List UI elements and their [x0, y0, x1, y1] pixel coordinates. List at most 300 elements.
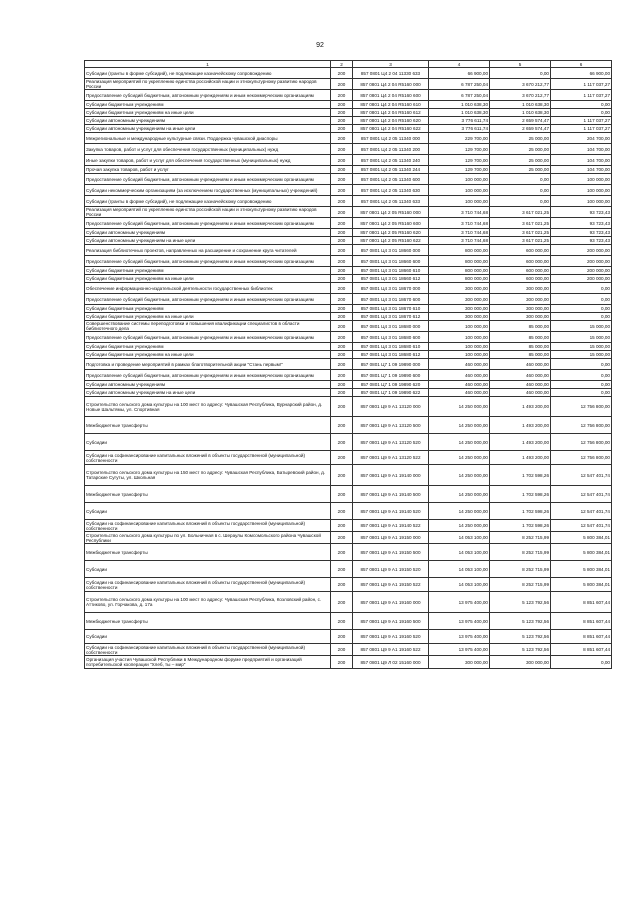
row-classifier-cell: 857 0801 Ц4 3 01 18670 600	[353, 294, 429, 305]
row-name-cell: Субсидии	[85, 630, 331, 644]
row-name-cell: Межбюджетные трансферты	[85, 486, 331, 503]
row-classifier-cell: 857 0801 Ц9 9 А1 19160 522	[353, 644, 429, 656]
row-amount-total-cell: 100 000,00	[429, 351, 490, 359]
row-name-cell: Субсидии бюджетным учреждениям на иные цели	[85, 275, 331, 283]
table-row	[85, 245, 612, 256]
row-name-cell: Субсидии автономным учреждениям	[85, 381, 331, 389]
row-amount-total-cell: 129 700,00	[429, 155, 490, 166]
row-amount-republic-cell: 8 851 607,44	[551, 592, 612, 613]
row-amount-total-cell: 100 000,00	[429, 332, 490, 343]
row-amount-federal-cell: 300 000,00	[490, 305, 551, 313]
row-amount-federal-cell: 3 617 021,25	[490, 229, 551, 237]
row-amount-federal-cell: 25 000,00	[490, 133, 551, 144]
row-code-cell: 200	[331, 125, 353, 133]
row-classifier-cell: 857 0801 Ц9 9 А1 13120 000	[353, 397, 429, 417]
row-code-cell: 200	[331, 256, 353, 267]
table-row	[85, 196, 612, 207]
row-amount-republic-cell: 200 000,00	[551, 245, 612, 256]
row-amount-federal-cell: 300 000,00	[490, 283, 551, 294]
row-amount-total-cell: 100 000,00	[429, 174, 490, 185]
row-amount-republic-cell: 104 700,00	[551, 155, 612, 166]
table-row	[85, 90, 612, 101]
row-amount-total-cell: 14 250 000,00	[429, 520, 490, 532]
row-code-cell: 200	[331, 229, 353, 237]
row-name-cell: Строительство сельского дома культуры на 150 мест по адресу: Чувашская Республика, Батыревский район, д. Татарские Сугуты, ул. Школьная	[85, 465, 331, 486]
row-code-cell: 200	[331, 389, 353, 397]
row-amount-federal-cell: 0,00	[490, 174, 551, 185]
row-amount-republic-cell: 15 000,00	[551, 321, 612, 332]
row-amount-republic-cell: 0,00	[551, 109, 612, 117]
row-classifier-cell: 857 0801 Ц4 3 01 18670 610	[353, 305, 429, 313]
row-classifier-cell: 857 0801 Ц9 9 А1 19140 000	[353, 465, 429, 486]
row-amount-total-cell: 300 000,00	[429, 656, 490, 669]
row-amount-republic-cell: 100 000,00	[551, 174, 612, 185]
row-amount-total-cell: 3 710 744,68	[429, 207, 490, 218]
row-code-cell: 200	[331, 79, 353, 90]
row-amount-republic-cell: 93 723,43	[551, 218, 612, 229]
row-code-cell: 200	[331, 520, 353, 532]
row-classifier-cell: 857 0801 Ц9 9 А1 19160 000	[353, 592, 429, 613]
row-amount-republic-cell: 15 000,00	[551, 343, 612, 351]
row-amount-republic-cell: 5 800 384,01	[551, 578, 612, 592]
row-classifier-cell: 857 0801 Ц9 Л 02 15160 000	[353, 656, 429, 669]
row-amount-total-cell: 14 053 100,00	[429, 532, 490, 544]
row-code-cell: 200	[331, 544, 353, 561]
row-amount-total-cell: 14 250 000,00	[429, 434, 490, 451]
row-name-cell: Реализация мероприятий по укреплению единства российской нации и этнокультурному развитию народов России	[85, 79, 331, 90]
row-amount-federal-cell: 8 252 715,99	[490, 561, 551, 578]
row-amount-total-cell: 300 000,00	[429, 294, 490, 305]
table-row	[85, 207, 612, 218]
table-row	[85, 417, 612, 434]
row-amount-federal-cell: 0,00	[490, 196, 551, 207]
row-amount-total-cell: 1 010 638,30	[429, 101, 490, 109]
row-amount-total-cell: 800 000,00	[429, 256, 490, 267]
row-amount-republic-cell: 8 851 607,44	[551, 613, 612, 630]
row-amount-republic-cell: 0,00	[551, 359, 612, 370]
table-row	[85, 465, 612, 486]
row-classifier-cell: 857 0801 Ц9 9 А1 13120 520	[353, 434, 429, 451]
row-amount-federal-cell: 3 670 212,77	[490, 79, 551, 90]
row-classifier-cell: 857 0801 Ц9 9 А1 19160 520	[353, 630, 429, 644]
table-row	[85, 68, 612, 79]
row-amount-federal-cell: 5 123 792,56	[490, 630, 551, 644]
row-code-cell: 200	[331, 630, 353, 644]
row-classifier-cell: 857 0801 Ц4 2 05 11340 600	[353, 174, 429, 185]
row-classifier-cell: 857 0801 Ц4 2 04 11330 633	[353, 68, 429, 79]
column-header: 4	[429, 61, 490, 68]
row-amount-federal-cell: 25 000,00	[490, 144, 551, 155]
row-amount-federal-cell: 1 493 200,00	[490, 397, 551, 417]
row-amount-federal-cell: 460 000,00	[490, 389, 551, 397]
table-header-row	[85, 61, 612, 68]
row-amount-total-cell: 14 053 100,00	[429, 578, 490, 592]
row-amount-total-cell: 100 000,00	[429, 321, 490, 332]
column-header: 1	[85, 61, 331, 68]
table-row	[85, 656, 612, 669]
row-name-cell: Организация участия Чувашской Республики в Международном форуме предприятий и организаций потребительской кооперации "Хлеб, ты – мир"	[85, 656, 331, 669]
row-amount-federal-cell: 1 493 200,00	[490, 434, 551, 451]
row-classifier-cell: 857 0801 Ц4 2 04 R5160 000	[353, 79, 429, 90]
row-amount-federal-cell: 8 252 715,99	[490, 578, 551, 592]
row-name-cell: Субсидии на софинансирование капитальных вложений в объекты государственной (муниципальной) собственности	[85, 644, 331, 656]
row-amount-republic-cell: 93 723,43	[551, 207, 612, 218]
table-row	[85, 229, 612, 237]
table-row	[85, 520, 612, 532]
column-header: 3	[353, 61, 429, 68]
row-amount-federal-cell: 3 617 021,25	[490, 218, 551, 229]
row-classifier-cell: 857 0801 Ц9 9 А1 19150 500	[353, 544, 429, 561]
table-row	[85, 267, 612, 275]
row-name-cell: Предоставление субсидий бюджетным, автономным учреждениям и иным некоммерческим организациям	[85, 370, 331, 381]
row-amount-total-cell: 460 000,00	[429, 389, 490, 397]
table-row	[85, 381, 612, 389]
table-row	[85, 613, 612, 630]
row-amount-republic-cell: 12 547 401,74	[551, 465, 612, 486]
row-amount-total-cell: 460 000,00	[429, 370, 490, 381]
row-amount-federal-cell: 1 010 638,30	[490, 101, 551, 109]
table-row	[85, 451, 612, 465]
row-amount-republic-cell: 0,00	[551, 389, 612, 397]
row-name-cell: Субсидии автономным учреждениям на иные цели	[85, 125, 331, 133]
row-amount-total-cell: 14 053 100,00	[429, 561, 490, 578]
row-amount-federal-cell: 460 000,00	[490, 359, 551, 370]
row-classifier-cell: 857 0801 Ц9 9 А1 19150 522	[353, 578, 429, 592]
row-code-cell: 200	[331, 267, 353, 275]
row-code-cell: 200	[331, 155, 353, 166]
table-row	[85, 155, 612, 166]
table-row	[85, 544, 612, 561]
row-code-cell: 200	[331, 109, 353, 117]
row-amount-republic-cell: 5 800 384,01	[551, 532, 612, 544]
table-row	[85, 592, 612, 613]
row-classifier-cell: 857 0801 Ц9 9 А1 19140 522	[353, 520, 429, 532]
row-amount-republic-cell: 8 851 607,44	[551, 630, 612, 644]
row-code-cell: 200	[331, 370, 353, 381]
row-amount-total-cell: 6 787 250,04	[429, 90, 490, 101]
row-amount-federal-cell: 8 252 715,99	[490, 532, 551, 544]
row-name-cell: Субсидии автономным учреждениям	[85, 229, 331, 237]
row-amount-republic-cell: 200 000,00	[551, 275, 612, 283]
row-amount-federal-cell: 2 659 574,47	[490, 125, 551, 133]
row-amount-total-cell: 300 000,00	[429, 305, 490, 313]
row-code-cell: 200	[331, 578, 353, 592]
row-amount-republic-cell: 1 117 037,27	[551, 117, 612, 125]
row-code-cell: 200	[331, 144, 353, 155]
row-amount-republic-cell: 1 117 037,27	[551, 79, 612, 90]
row-classifier-cell: 857 0801 Ц4 3 01 18680 610	[353, 343, 429, 351]
row-code-cell: 200	[331, 351, 353, 359]
row-amount-federal-cell: 0,00	[490, 68, 551, 79]
row-amount-federal-cell: 1 702 598,26	[490, 465, 551, 486]
row-amount-federal-cell: 3 617 021,25	[490, 237, 551, 245]
row-name-cell: Строительство сельского дома культуры на 100 мест по адресу: Чувашская Республика, Вурнарский район, д. Новые Шальтямы, ул. Спортивная	[85, 397, 331, 417]
row-amount-republic-cell: 12 756 800,00	[551, 434, 612, 451]
table-row	[85, 644, 612, 656]
row-amount-republic-cell: 8 851 607,44	[551, 644, 612, 656]
row-code-cell: 200	[331, 101, 353, 109]
table-row	[85, 397, 612, 417]
row-amount-total-cell: 3 710 744,68	[429, 218, 490, 229]
table-row	[85, 144, 612, 155]
row-amount-federal-cell: 300 000,00	[490, 656, 551, 669]
row-code-cell: 200	[331, 313, 353, 321]
row-classifier-cell: 857 0801 Ц4 3 01 18680 612	[353, 351, 429, 359]
table-row	[85, 166, 612, 174]
row-classifier-cell: 857 0801 Ц9 9 А1 19140 520	[353, 503, 429, 520]
row-code-cell: 200	[331, 465, 353, 486]
row-classifier-cell: 857 0801 Ц4 2 04 R5160 612	[353, 109, 429, 117]
row-code-cell: 200	[331, 237, 353, 245]
row-amount-total-cell: 800 000,00	[429, 267, 490, 275]
row-amount-republic-cell: 0,00	[551, 294, 612, 305]
row-amount-republic-cell: 0,00	[551, 305, 612, 313]
column-header: 6	[551, 61, 612, 68]
row-code-cell: 200	[331, 90, 353, 101]
row-amount-federal-cell: 600 000,00	[490, 256, 551, 267]
row-code-cell: 200	[331, 656, 353, 669]
row-name-cell: Реализация библиотечных проектов, направленных на расширение и сохранение круга читателей	[85, 245, 331, 256]
table-row	[85, 313, 612, 321]
row-amount-total-cell: 460 000,00	[429, 381, 490, 389]
table-row	[85, 503, 612, 520]
row-amount-federal-cell: 2 659 574,47	[490, 117, 551, 125]
row-classifier-cell: 857 0801 Ц4 2 05 11340 630	[353, 185, 429, 196]
table-row	[85, 133, 612, 144]
row-amount-total-cell: 1 010 638,30	[429, 109, 490, 117]
row-code-cell: 200	[331, 343, 353, 351]
row-classifier-cell: 857 0801 Ц4 3 01 18660 610	[353, 267, 429, 275]
row-amount-federal-cell: 600 000,00	[490, 275, 551, 283]
row-code-cell: 200	[331, 305, 353, 313]
row-amount-total-cell: 14 250 000,00	[429, 417, 490, 434]
row-amount-total-cell: 14 250 000,00	[429, 451, 490, 465]
row-amount-federal-cell: 460 000,00	[490, 370, 551, 381]
row-amount-republic-cell: 12 547 401,74	[551, 520, 612, 532]
row-amount-federal-cell: 3 670 212,77	[490, 90, 551, 101]
row-name-cell: Субсидии автономным учреждениям на иные цели	[85, 389, 331, 397]
row-amount-total-cell: 13 975 400,00	[429, 644, 490, 656]
row-amount-republic-cell: 100 000,00	[551, 196, 612, 207]
row-amount-total-cell: 13 975 400,00	[429, 630, 490, 644]
row-amount-total-cell: 300 000,00	[429, 313, 490, 321]
row-amount-federal-cell: 8 252 715,99	[490, 544, 551, 561]
row-classifier-cell: 857 0801 Ц4 3 01 18660 000	[353, 245, 429, 256]
table-row	[85, 109, 612, 117]
row-amount-total-cell: 3 710 744,68	[429, 229, 490, 237]
row-code-cell: 200	[331, 613, 353, 630]
row-amount-republic-cell: 5 800 384,01	[551, 561, 612, 578]
row-code-cell: 200	[331, 532, 353, 544]
table-row	[85, 275, 612, 283]
row-amount-federal-cell: 1 493 200,00	[490, 417, 551, 434]
row-amount-total-cell: 3 776 611,74	[429, 125, 490, 133]
row-name-cell: Совершенствование системы переподготовки и повышения квалификации специалистов в области библиотечного дела	[85, 321, 331, 332]
row-name-cell: Предоставление субсидий бюджетным, автономным учреждениям и иным некоммерческим организациям	[85, 294, 331, 305]
row-name-cell: Межбюджетные трансферты	[85, 613, 331, 630]
row-amount-federal-cell: 85 000,00	[490, 321, 551, 332]
table-row	[85, 256, 612, 267]
row-code-cell: 200	[331, 561, 353, 578]
row-classifier-cell: 857 0801 Ц4 2 05 R5160 620	[353, 229, 429, 237]
row-amount-republic-cell: 204 700,00	[551, 133, 612, 144]
row-name-cell: Обеспечение информационно-издательской деятельности государственных библиотек	[85, 283, 331, 294]
row-amount-republic-cell: 0,00	[551, 283, 612, 294]
row-amount-total-cell: 100 000,00	[429, 196, 490, 207]
table-row	[85, 434, 612, 451]
row-code-cell: 200	[331, 381, 353, 389]
row-amount-total-cell: 460 000,00	[429, 359, 490, 370]
row-amount-federal-cell: 85 000,00	[490, 332, 551, 343]
row-code-cell: 200	[331, 451, 353, 465]
row-amount-republic-cell: 66 900,00	[551, 68, 612, 79]
row-classifier-cell: 857 0801 Ц4 2 05 R5160 600	[353, 218, 429, 229]
row-amount-total-cell: 66 900,00	[429, 68, 490, 79]
row-name-cell: Предоставление субсидий бюджетным, автономным учреждениям и иным некоммерческим организациям	[85, 90, 331, 101]
row-name-cell: Субсидии	[85, 503, 331, 520]
table-row	[85, 174, 612, 185]
row-amount-total-cell: 100 000,00	[429, 343, 490, 351]
row-name-cell: Субсидии	[85, 561, 331, 578]
row-classifier-cell: 857 0801 Ц4 3 01 18670 612	[353, 313, 429, 321]
row-amount-republic-cell: 1 117 037,27	[551, 125, 612, 133]
table-row	[85, 359, 612, 370]
row-name-cell: Субсидии	[85, 434, 331, 451]
row-classifier-cell: 857 0801 Ц7 1 09 19890 622	[353, 389, 429, 397]
row-name-cell: Межбюджетные трансферты	[85, 417, 331, 434]
row-amount-federal-cell: 1 702 598,26	[490, 503, 551, 520]
row-amount-republic-cell: 12 547 401,74	[551, 486, 612, 503]
row-classifier-cell: 857 0801 Ц4 2 05 R5160 622	[353, 237, 429, 245]
row-classifier-cell: 857 0801 Ц4 3 01 18680 000	[353, 321, 429, 332]
row-classifier-cell: 857 0801 Ц9 9 А1 19150 520	[353, 561, 429, 578]
row-amount-total-cell: 229 700,00	[429, 133, 490, 144]
row-amount-republic-cell: 93 723,43	[551, 229, 612, 237]
row-code-cell: 200	[331, 294, 353, 305]
row-name-cell: Субсидии на софинансирование капитальных вложений в объекты государственной (муниципальной) собственности	[85, 578, 331, 592]
row-name-cell: Субсидии бюджетным учреждениям	[85, 305, 331, 313]
row-name-cell: Подготовка и проведение мероприятий в рамках благотворительной акции "Стань первым!"	[85, 359, 331, 370]
page-number: 92	[316, 42, 324, 49]
row-name-cell: Межбюджетные трансферты	[85, 544, 331, 561]
row-amount-federal-cell: 0,00	[490, 185, 551, 196]
row-amount-republic-cell: 0,00	[551, 656, 612, 669]
row-classifier-cell: 857 0801 Ц9 9 А1 19140 500	[353, 486, 429, 503]
row-name-cell: Предоставление субсидий бюджетным, автономным учреждениям и иным некоммерческим организациям	[85, 174, 331, 185]
row-classifier-cell: 857 0801 Ц7 1 09 19890 000	[353, 359, 429, 370]
row-amount-federal-cell: 25 000,00	[490, 155, 551, 166]
row-amount-total-cell: 129 700,00	[429, 166, 490, 174]
row-amount-total-cell: 800 000,00	[429, 275, 490, 283]
row-name-cell: Иные закупки товаров, работ и услуг для обеспечения государственных (муниципальных) нужд	[85, 155, 331, 166]
row-amount-total-cell: 14 250 000,00	[429, 503, 490, 520]
row-code-cell: 200	[331, 332, 353, 343]
row-amount-total-cell: 14 053 100,00	[429, 544, 490, 561]
row-classifier-cell: 857 0801 Ц7 1 09 19890 600	[353, 370, 429, 381]
row-amount-federal-cell: 5 123 792,56	[490, 592, 551, 613]
table-row	[85, 237, 612, 245]
table-body	[85, 68, 612, 669]
row-code-cell: 200	[331, 417, 353, 434]
row-amount-republic-cell: 12 756 800,00	[551, 451, 612, 465]
table-row	[85, 532, 612, 544]
row-code-cell: 200	[331, 68, 353, 79]
row-amount-total-cell: 6 787 250,04	[429, 79, 490, 90]
row-amount-republic-cell: 100 000,00	[551, 185, 612, 196]
row-code-cell: 200	[331, 275, 353, 283]
column-header: 5	[490, 61, 551, 68]
row-classifier-cell: 857 0801 Ц4 2 05 11340 000	[353, 133, 429, 144]
row-amount-federal-cell: 460 000,00	[490, 381, 551, 389]
row-name-cell: Межрегиональные и международные культурные связи. Поддержка чувашской диаспоры	[85, 133, 331, 144]
row-name-cell: Субсидии бюджетным учреждениям на иные цели	[85, 313, 331, 321]
row-name-cell: Субсидии некоммерческим организациям (за исключением государственных (муниципальных) учреждений)	[85, 185, 331, 196]
table-row	[85, 321, 612, 332]
row-name-cell: Субсидии бюджетным учреждениям	[85, 101, 331, 109]
row-amount-republic-cell: 104 700,00	[551, 144, 612, 155]
row-amount-republic-cell: 1 117 037,27	[551, 90, 612, 101]
row-amount-republic-cell: 0,00	[551, 381, 612, 389]
row-amount-total-cell: 3 776 611,74	[429, 117, 490, 125]
row-amount-total-cell: 13 975 400,00	[429, 592, 490, 613]
table-row	[85, 343, 612, 351]
table-row	[85, 283, 612, 294]
row-name-cell: Субсидии (гранты в форме субсидий), не подлежащие казначейскому сопровождению	[85, 196, 331, 207]
row-amount-republic-cell: 5 800 384,01	[551, 544, 612, 561]
row-amount-federal-cell: 5 123 792,56	[490, 613, 551, 630]
row-name-cell: Строительство сельского дома культуры по ул. Больничная в с. Шераулы Комсомольского района Чувашской Республики	[85, 532, 331, 544]
row-name-cell: Субсидии бюджетным учреждениям	[85, 343, 331, 351]
row-code-cell: 200	[331, 321, 353, 332]
table-row	[85, 218, 612, 229]
column-header: 2	[331, 61, 353, 68]
row-amount-republic-cell: 0,00	[551, 101, 612, 109]
row-classifier-cell: 857 0801 Ц4 2 05 11340 633	[353, 196, 429, 207]
row-amount-federal-cell: 300 000,00	[490, 294, 551, 305]
row-name-cell: Предоставление субсидий бюджетным, автономным учреждениям и иным некоммерческим организациям	[85, 332, 331, 343]
row-amount-republic-cell: 12 547 401,74	[551, 503, 612, 520]
row-classifier-cell: 857 0801 Ц4 2 05 R5160 000	[353, 207, 429, 218]
row-name-cell: Реализация мероприятий по укреплению единства российской нации и этнокультурному развитию народов России	[85, 207, 331, 218]
row-code-cell: 200	[331, 434, 353, 451]
row-amount-republic-cell: 200 000,00	[551, 267, 612, 275]
row-classifier-cell: 857 0801 Ц9 9 А1 19150 000	[353, 532, 429, 544]
row-amount-total-cell: 14 250 000,00	[429, 465, 490, 486]
row-amount-federal-cell: 1 702 598,26	[490, 520, 551, 532]
row-code-cell: 200	[331, 592, 353, 613]
row-amount-republic-cell: 15 000,00	[551, 351, 612, 359]
row-amount-federal-cell: 85 000,00	[490, 343, 551, 351]
row-code-cell: 200	[331, 503, 353, 520]
row-name-cell: Закупка товаров, работ и услуг для обеспечения государственных (муниципальных) нужд	[85, 144, 331, 155]
row-name-cell: Строительство сельского дома культуры на 100 мест по адресу: Чувашская Республика, Козловский район, с. Аттиково, ул. Горчакова, д. 17а	[85, 592, 331, 613]
row-classifier-cell: 857 0801 Ц4 3 01 18660 612	[353, 275, 429, 283]
row-amount-total-cell: 100 000,00	[429, 185, 490, 196]
row-amount-total-cell: 129 700,00	[429, 144, 490, 155]
row-code-cell: 200	[331, 644, 353, 656]
row-name-cell: Субсидии бюджетным учреждениям	[85, 267, 331, 275]
row-classifier-cell: 857 0801 Ц9 9 А1 13120 500	[353, 417, 429, 434]
table-row	[85, 630, 612, 644]
row-code-cell: 200	[331, 174, 353, 185]
row-amount-total-cell: 14 250 000,00	[429, 397, 490, 417]
row-classifier-cell: 857 0801 Ц4 3 01 18660 600	[353, 256, 429, 267]
row-amount-republic-cell: 15 000,00	[551, 332, 612, 343]
row-classifier-cell: 857 0801 Ц9 9 А1 13120 522	[353, 451, 429, 465]
row-classifier-cell: 857 0801 Ц9 9 А1 19160 500	[353, 613, 429, 630]
row-code-cell: 200	[331, 486, 353, 503]
row-code-cell: 200	[331, 117, 353, 125]
